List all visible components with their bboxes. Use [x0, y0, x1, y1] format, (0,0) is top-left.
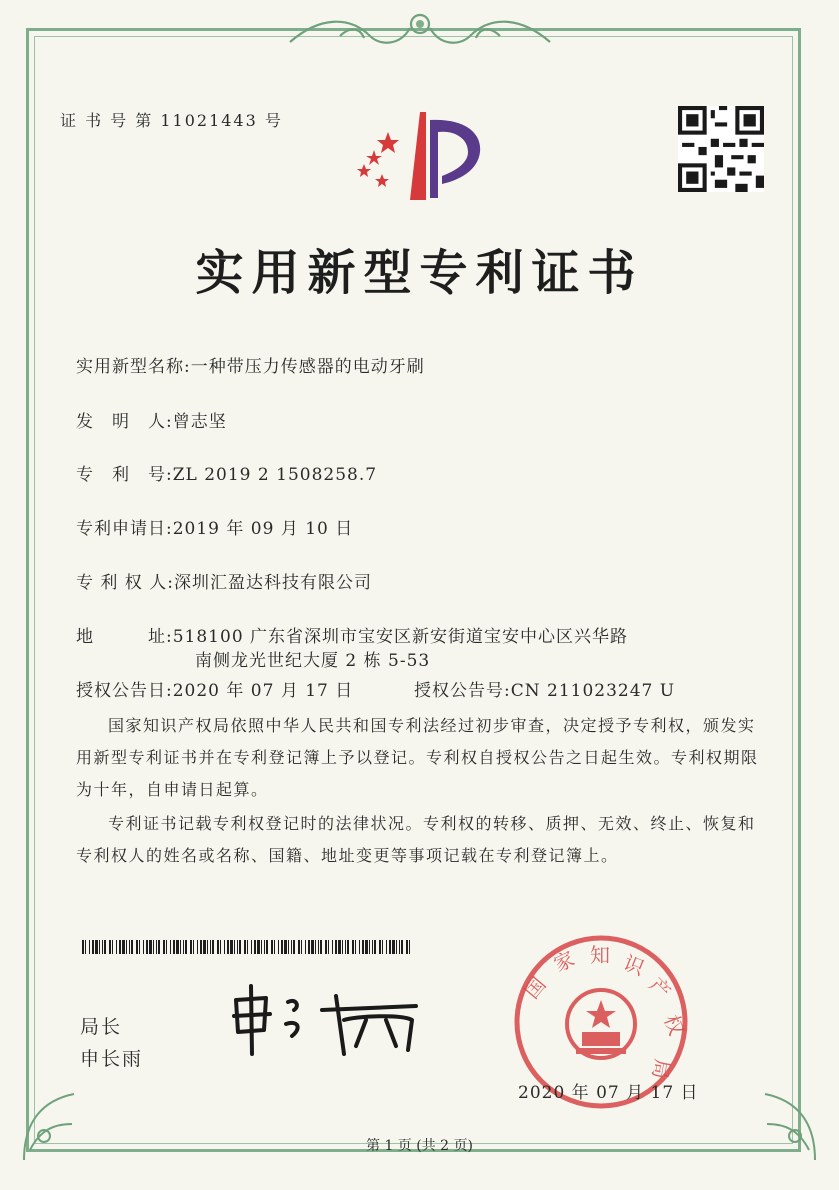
svg-text:国: 国 — [519, 972, 551, 1004]
field-label: 实用新型名称: — [76, 357, 191, 377]
corner-ornament-icon — [745, 1080, 825, 1170]
field-label: 授权公告号: — [414, 681, 511, 701]
field-address — [76, 622, 628, 647]
certificate-number: 证 书 号 第 11021443 号 — [60, 111, 283, 130]
svg-text:权: 权 — [659, 1011, 689, 1039]
body-paragraph: 国家知识产权局依照中华人民共和国专利法经过初步审查，决定授予专利权，颁发实用新型专利证书并在专利登记簿上予以登记。专利权自授权公告之日起生效。专利权期限为十年，自申请日起算。 — [76, 716, 759, 799]
svg-text:局: 局 — [647, 1057, 675, 1081]
field-value: 2019 年 09 月 10 日 — [172, 519, 354, 539]
field-grant-date — [76, 676, 353, 701]
field-filing-date — [76, 514, 353, 539]
field-inventor — [76, 407, 227, 432]
field-value: 曾志坚 — [172, 412, 227, 432]
corner-ornament-icon — [14, 1080, 94, 1170]
page-number: 第 1 页 (共 2 页) — [366, 1138, 473, 1154]
field-label: 专 利 权 人: — [76, 573, 174, 593]
field-label: 地 址: — [76, 627, 173, 647]
seal-date: 2020 年 07 月 17 日 — [518, 1083, 699, 1103]
field-value: 518100 广东省深圳市宝安区新安街道宝安中心区兴华路 — [172, 627, 629, 647]
page-title: 实用新型专利证书 — [195, 245, 644, 301]
body-paragraph: 专利证书记载专利权登记时的法律状况。专利权的转移、质押、无效、终止、恢复和专利权人的姓名或名称、国籍、地址变更等事项记载在专利登记簿上。 — [76, 814, 756, 865]
director-title: 局长 — [80, 1016, 123, 1038]
field-address-line2: 南侧龙光世纪大厦 2 栋 5-53 — [195, 651, 431, 671]
top-ornament-icon — [280, 6, 560, 56]
svg-text:识: 识 — [620, 950, 648, 981]
field-utility-model-name — [76, 352, 425, 377]
svg-text:产: 产 — [644, 972, 676, 1004]
director-name: 申长雨 — [80, 1048, 144, 1070]
field-label: 授权公告日: — [76, 681, 173, 701]
patent-office-logo-icon — [346, 104, 486, 204]
field-label: 专利申请日: — [76, 519, 173, 539]
field-label: 发 明 人: — [76, 412, 173, 432]
director-signature-icon — [226, 980, 426, 1060]
svg-text:家: 家 — [549, 946, 579, 977]
field-grant-number — [414, 676, 675, 701]
field-value: ZL 2019 2 1508258.7 — [172, 465, 378, 485]
qr-code-icon — [678, 106, 764, 192]
svg-text:知: 知 — [590, 943, 610, 967]
field-value: 深圳汇盈达科技有限公司 — [173, 573, 372, 593]
field-value: 2020 年 07 月 17 日 — [172, 681, 354, 701]
field-patent-number — [76, 460, 377, 485]
field-value: 一种带压力传感器的电动牙刷 — [190, 357, 425, 377]
field-label: 专 利 号: — [76, 465, 173, 485]
barcode-icon — [82, 940, 412, 954]
field-value: CN 211023247 U — [510, 681, 676, 701]
field-patent-holder — [76, 568, 372, 593]
